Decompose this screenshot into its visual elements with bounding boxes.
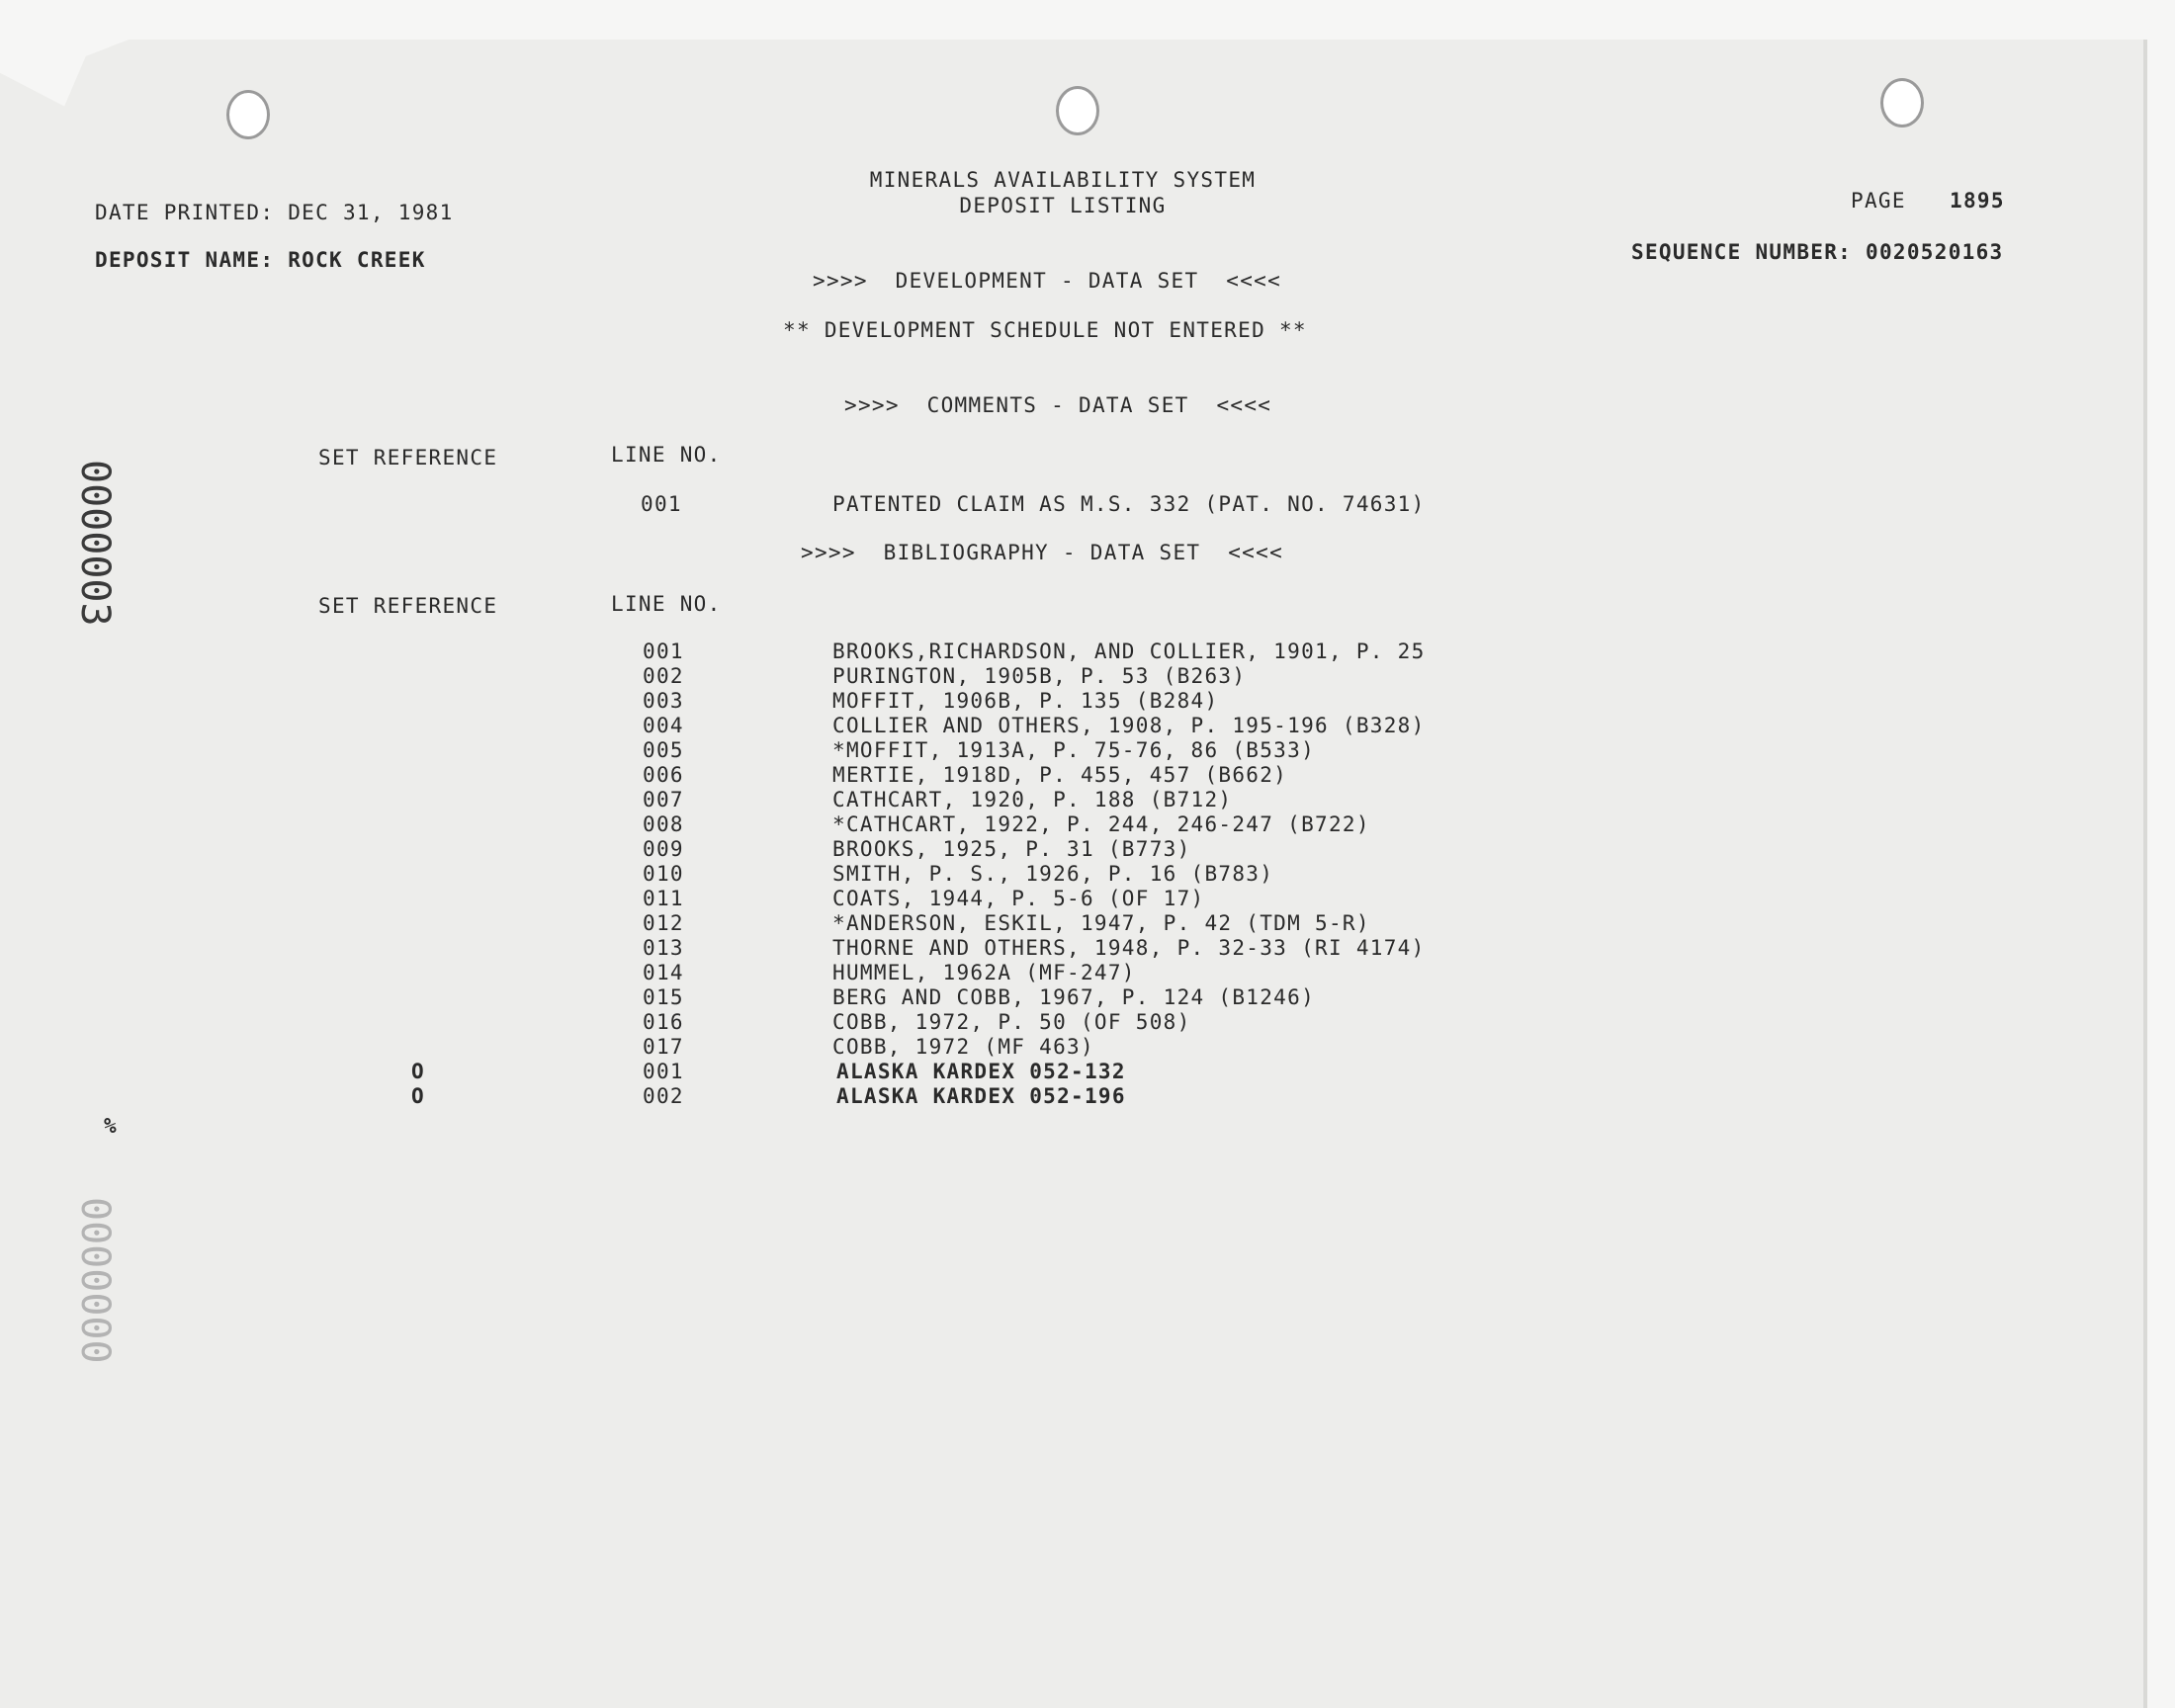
row-citation: MOFFIT, 1906B, P. 135 (B284) bbox=[832, 689, 1219, 713]
page-label: PAGE bbox=[1851, 189, 1906, 213]
bibliography-col-line-no: LINE NO. bbox=[611, 592, 722, 616]
system-title: MINERALS AVAILABILITY SYSTEM bbox=[869, 168, 1257, 192]
row-line-no: 016 bbox=[643, 1010, 684, 1034]
development-heading: >>>> DEVELOPMENT - DATA SET <<<< bbox=[813, 269, 1282, 293]
bibliography-row bbox=[0, 738, 1582, 763]
row-line-no: 014 bbox=[643, 961, 684, 984]
row-line-no: 004 bbox=[643, 714, 684, 737]
bibliography-row bbox=[0, 1035, 1582, 1060]
row-line-no: 001 bbox=[643, 640, 684, 663]
comment-text: PATENTED CLAIM AS M.S. 332 (PAT. NO. 74631) bbox=[832, 492, 1426, 516]
punch-hole-right bbox=[1880, 78, 1924, 128]
row-citation: HUMMEL, 1962A (MF-247) bbox=[832, 961, 1136, 984]
row-line-no: 007 bbox=[643, 788, 684, 811]
frame-stamp-bottom: 0000000 bbox=[72, 1196, 118, 1364]
bibliography-row bbox=[0, 640, 1582, 664]
bibliography-row bbox=[0, 812, 1582, 837]
bibliography-heading: >>>> BIBLIOGRAPHY - DATA SET <<<< bbox=[801, 541, 1284, 564]
row-citation: COBB, 1972, P. 50 (OF 508) bbox=[832, 1010, 1191, 1034]
sequence-number: SEQUENCE NUMBER: 0020520163 bbox=[1631, 240, 2004, 264]
row-citation: COLLIER AND OTHERS, 1908, P. 195-196 (B328) bbox=[832, 714, 1426, 737]
bibliography-row bbox=[0, 714, 1582, 738]
bibliography-col-set-reference: SET REFERENCE bbox=[318, 594, 498, 618]
row-line-no: 013 bbox=[643, 936, 684, 960]
bibliography-row bbox=[0, 1084, 1582, 1109]
paper-edge bbox=[2143, 40, 2147, 1708]
row-citation: THORNE AND OTHERS, 1948, P. 32-33 (RI 4174) bbox=[832, 936, 1426, 960]
bibliography-row bbox=[0, 664, 1582, 689]
row-line-no: 011 bbox=[643, 887, 684, 910]
development-note: ** DEVELOPMENT SCHEDULE NOT ENTERED ** bbox=[783, 318, 1307, 342]
bibliography-row bbox=[0, 862, 1582, 887]
row-citation: BROOKS, 1925, P. 31 (B773) bbox=[832, 837, 1191, 861]
row-citation: *MOFFIT, 1913A, P. 75-76, 86 (B533) bbox=[832, 738, 1316, 762]
row-line-no: 003 bbox=[643, 689, 684, 713]
row-line-no: 002 bbox=[643, 664, 684, 688]
row-line-no: 005 bbox=[643, 738, 684, 762]
row-line-no: 010 bbox=[643, 862, 684, 886]
page-number: 1895 bbox=[1950, 189, 2005, 213]
row-set-reference: O bbox=[411, 1060, 425, 1083]
row-line-no: 009 bbox=[643, 837, 684, 861]
row-citation: COATS, 1944, P. 5-6 (OF 17) bbox=[832, 887, 1205, 910]
row-line-no: 006 bbox=[643, 763, 684, 787]
punch-hole-left bbox=[226, 90, 270, 139]
bibliography-row bbox=[0, 1060, 1582, 1084]
row-line-no: 015 bbox=[643, 985, 684, 1009]
row-citation: BROOKS,RICHARDSON, AND COLLIER, 1901, P. 25 bbox=[832, 640, 1426, 663]
bibliography-row bbox=[0, 936, 1582, 961]
row-citation: ALASKA KARDEX 052-196 bbox=[836, 1084, 1126, 1108]
bibliography-row bbox=[0, 788, 1582, 812]
row-line-no: 008 bbox=[643, 812, 684, 836]
bibliography-row bbox=[0, 961, 1582, 985]
row-citation: COBB, 1972 (MF 463) bbox=[832, 1035, 1094, 1059]
bibliography-row bbox=[0, 911, 1582, 936]
bibliography-row bbox=[0, 837, 1582, 862]
row-citation: BERG AND COBB, 1967, P. 124 (B1246) bbox=[832, 985, 1316, 1009]
row-citation: *CATHCART, 1922, P. 244, 246-247 (B722) bbox=[832, 812, 1370, 836]
bibliography-row bbox=[0, 887, 1582, 911]
bibliography-row bbox=[0, 1010, 1582, 1035]
punch-hole-center bbox=[1056, 86, 1099, 135]
comment-row bbox=[0, 492, 1582, 517]
bibliography-row bbox=[0, 689, 1582, 714]
bibliography-row bbox=[0, 763, 1582, 788]
row-line-no: 001 bbox=[643, 1060, 684, 1083]
row-citation: SMITH, P. S., 1926, P. 16 (B783) bbox=[832, 862, 1274, 886]
listing-title: DEPOSIT LISTING bbox=[959, 194, 1167, 217]
row-citation: MERTIE, 1918D, P. 455, 457 (B662) bbox=[832, 763, 1288, 787]
row-line-no: 017 bbox=[643, 1035, 684, 1059]
row-citation: CATHCART, 1920, P. 188 (B712) bbox=[832, 788, 1233, 811]
row-set-reference: O bbox=[411, 1084, 425, 1108]
bibliography-row bbox=[0, 985, 1582, 1010]
comments-heading: >>>> COMMENTS - DATA SET <<<< bbox=[844, 393, 1272, 417]
date-printed: DATE PRINTED: DEC 31, 1981 bbox=[95, 201, 454, 224]
frame-stamp-top: 0000003 bbox=[72, 459, 118, 627]
comments-col-set-reference: SET REFERENCE bbox=[318, 446, 498, 470]
comment-line: 001 bbox=[641, 492, 682, 516]
comments-col-line-no: LINE NO. bbox=[611, 443, 722, 467]
row-line-no: 002 bbox=[643, 1084, 684, 1108]
row-line-no: 012 bbox=[643, 911, 684, 935]
row-citation: PURINGTON, 1905B, P. 53 (B263) bbox=[832, 664, 1247, 688]
deposit-name: DEPOSIT NAME: ROCK CREEK bbox=[95, 248, 426, 272]
percent-mark: % bbox=[104, 1114, 118, 1138]
row-citation: ALASKA KARDEX 052-132 bbox=[836, 1060, 1126, 1083]
row-citation: *ANDERSON, ESKIL, 1947, P. 42 (TDM 5-R) bbox=[832, 911, 1370, 935]
